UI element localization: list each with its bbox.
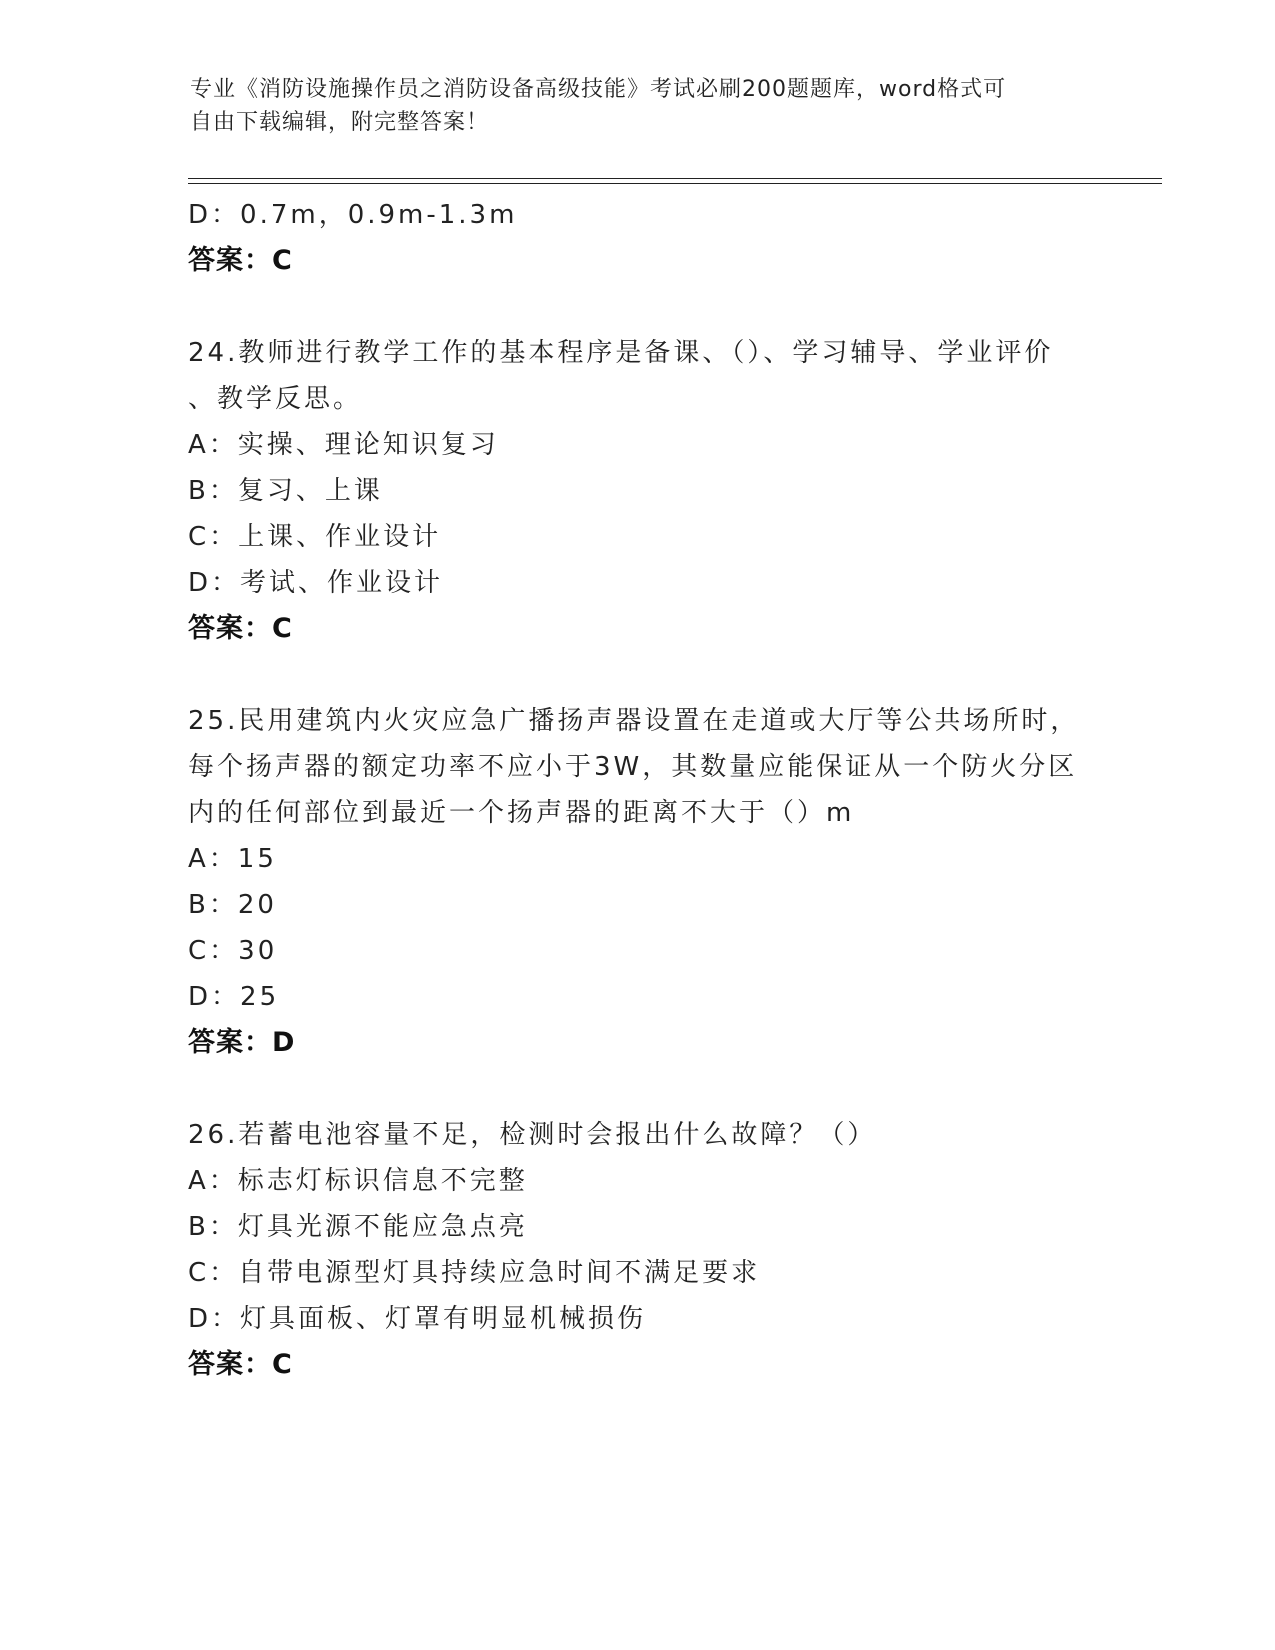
question-25-option-a: A：15 — [188, 844, 277, 874]
question-25-answer: 答案：D — [188, 1027, 296, 1058]
question-25-stem-line-1: 25.民用建筑内火灾应急广播扬声器设置在走道或大厅等公共场所时， — [188, 706, 1080, 736]
question-26-answer: 答案：C — [188, 1349, 293, 1380]
question-24-option-c: C：上课、作业设计 — [188, 522, 442, 552]
question-24-option-b: B：复习、上课 — [188, 476, 383, 506]
question-25-stem-line-3: 内的任何部位到最近一个扬声器的距离不大于（）m — [188, 798, 855, 828]
question-26-option-d: D：灯具面板、灯罩有明显机械损伤 — [188, 1304, 647, 1334]
question-26 — [188, 1112, 1088, 1388]
header-divider-top — [188, 178, 1162, 179]
question-26-option-c: C：自带电源型灯具持续应急时间不满足要求 — [188, 1258, 761, 1288]
question-26-option-a: A：标志灯标识信息不完整 — [188, 1166, 528, 1196]
spacer — [188, 284, 1088, 330]
question-24-option-d: D：考试、作业设计 — [188, 568, 444, 598]
question-25-stem-line-2: 每个扬声器的额定功率不应小于3W，其数量应能保证从一个防火分区 — [188, 752, 1078, 782]
spacer — [188, 652, 1088, 698]
header-divider-bottom — [188, 183, 1162, 184]
question-content — [188, 192, 1088, 1388]
prev-option-d: D：0.7m，0.9m-1.3m — [188, 200, 518, 230]
question-24-stem-line-2: 、教学反思。 — [188, 384, 363, 414]
question-24 — [188, 330, 1088, 652]
page-header — [190, 73, 1090, 139]
question-26-option-b: B：灯具光源不能应急点亮 — [188, 1212, 528, 1242]
question-24-answer: 答案：C — [188, 613, 293, 644]
header-title-line-1: 专业《消防设施操作员之消防设备高级技能》考试必刷200题题库，word格式可 — [190, 77, 1007, 102]
question-25-option-c: C：30 — [188, 936, 278, 966]
header-title-line-2: 自由下载编辑，附完整答案！ — [190, 110, 490, 135]
spacer — [188, 1066, 1088, 1112]
question-25-option-b: B：20 — [188, 890, 277, 920]
question-26-stem-line-1: 26.若蓄电池容量不足，检测时会报出什么故障？（） — [188, 1120, 877, 1150]
question-25 — [188, 698, 1088, 1066]
question-24-stem-line-1: 24.教师进行教学工作的基本程序是备课、（）、学习辅导、学业评价 — [188, 338, 1054, 368]
prev-answer: 答案：C — [188, 245, 293, 276]
question-24-option-a: A：实操、理论知识复习 — [188, 430, 499, 460]
question-25-option-d: D：25 — [188, 982, 280, 1012]
